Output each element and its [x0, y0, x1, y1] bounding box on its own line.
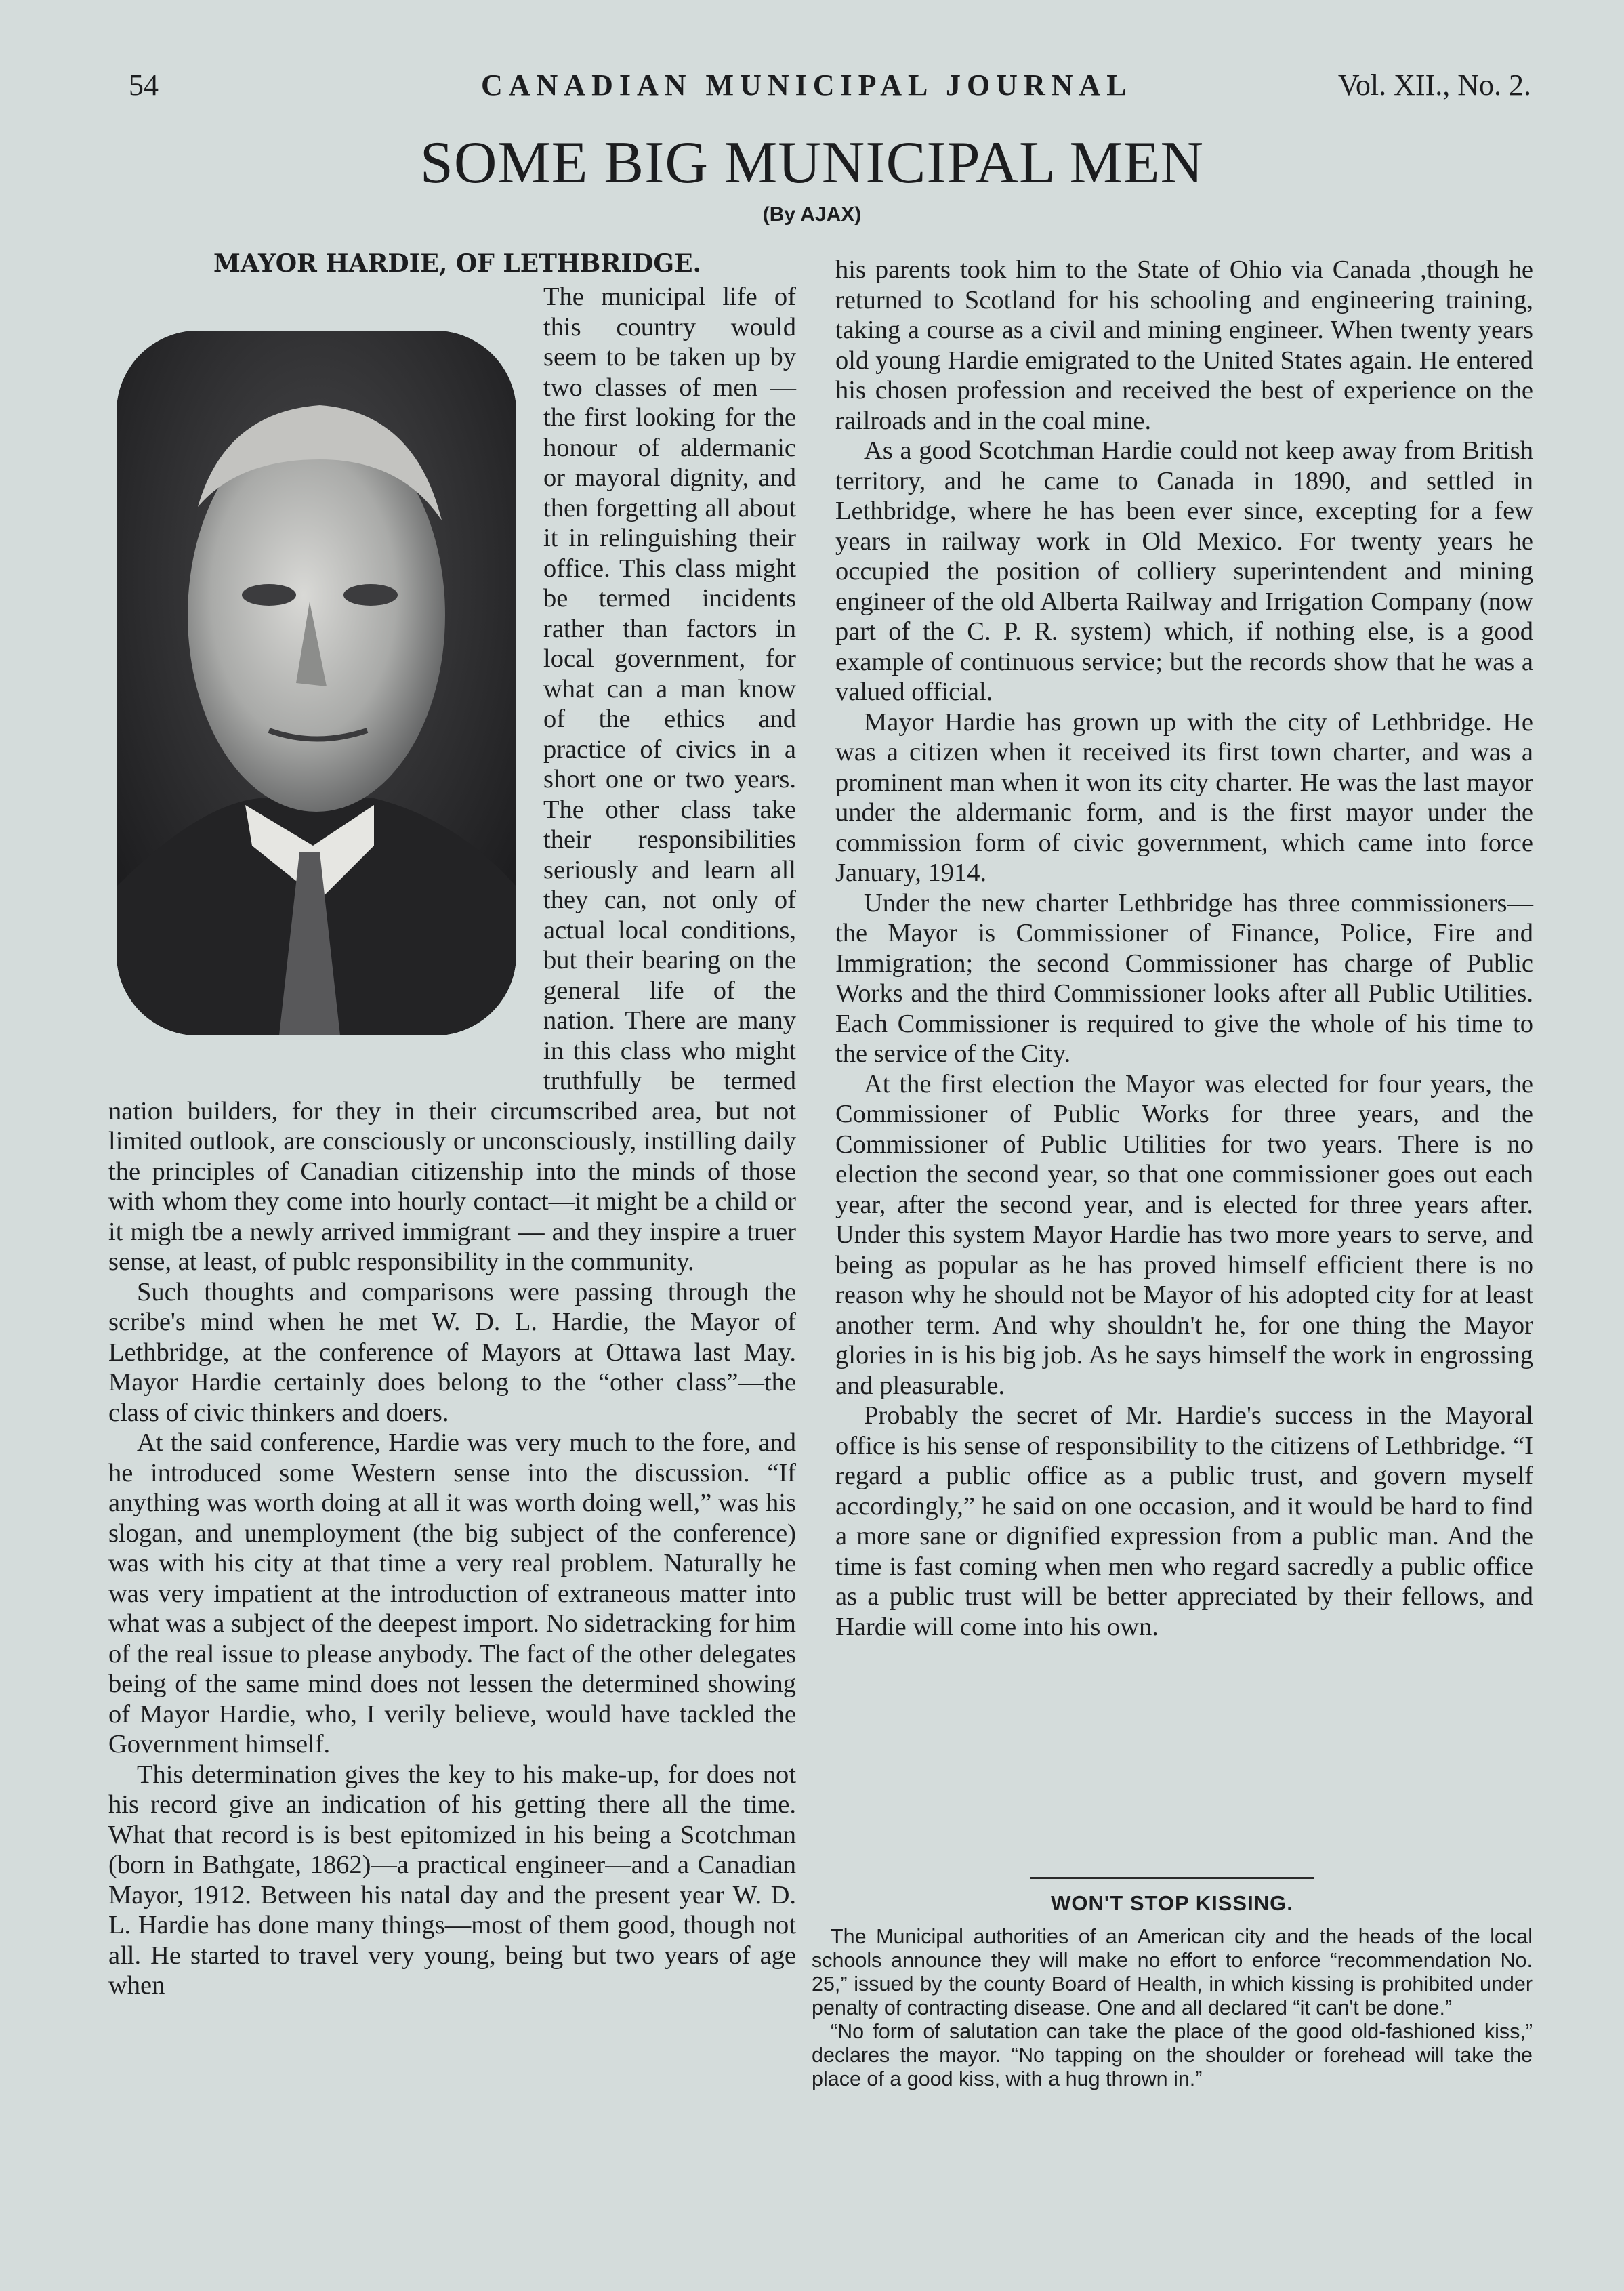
article-byline: (By AJAX) [762, 203, 862, 226]
portrait-frame [108, 317, 528, 1079]
paragraph: As a good Scotchman Hardie could not keep away from British territory, and he came to Canada in 1890, and settled in Lethbridge, where he has been ever since, excepting for a few years in railway work in Old Mexico. For twenty years he occupied the position of colliery superintendent and mining engineer of the old Alberta Railway and Irrigation Company (now part of the C. P. R. system) which, if nothing else, is a good example of continuous service; but the records show that he was a valued official. [835, 436, 1533, 706]
paragraph: his parents took him to the State of Ohio via Canada ,though he returned to Scotland for his schooling and engineering training, taking a course as a civil and mining engineer. When twenty years old young Hardie emigrated to the United States again. He entered his chosen profession and received the best of experience on the railroads and in the coal mine. [835, 255, 1533, 435]
paragraph: Under the new charter Lethbridge has three commissioners—the Mayor is Commissioner of Finance, Police, Fire and Immigration; the second Commissioner has charge of Public Works and the third Commissioner looks after all Public Utilities. Each Commissioner is required to give the whole of his time to the service of the City. [835, 888, 1533, 1068]
sidebar-body [806, 1925, 1538, 2091]
journal-name: CANADIAN MUNICIPAL JOURNAL [481, 68, 1133, 102]
left-column [108, 282, 796, 2001]
paragraph: Such thoughts and comparisons were passing through the scribe's mind when he met W. D. L. Hardie, the Mayor of Lethbridge, at the conference of Mayors at Ottawa last May. Mayor Hardie certainly does belong to the “other class”—the class of civic thinkers and doers. [108, 1277, 796, 1427]
paragraph: At the first election the Mayor was elected for four years, the Commissioner of Public Works for three years, and the Commissioner of Public Utilities for two years. There is no election the second year, so that one commissioner goes out each year, after the second year, and is elected for three years after. Under this system Mayor Hardie has two more years to serve, and being as popular as he has proved himself efficient there is no reason why he should not be Mayor of his adopted city for at least another term. And why shouldn't he, for one thing the Mayor glories in is his big job. As he says himself the work in engrossing and pleasurable. [835, 1069, 1533, 1400]
right-column [835, 255, 1533, 1642]
page-number: 54 [129, 68, 159, 102]
paragraph: The Municipal authorities of an American city and the heads of the local schools announce they will make no effort to enforce “recommendation No. 25,” issued by the county Board of Health, in which kissing is prohibited under penalty of contracting disease. One and all declared “it can't be done.” [812, 1925, 1533, 2019]
sidebar-title: WON'T STOP KISSING. [1051, 1891, 1293, 1915]
mayor-portrait-photo [117, 331, 516, 1035]
paragraph: This determination gives the key to his make-up, for does not his record give an indication of his getting there all the time. What that record is is best epitomized in his being a Scotchman (born in Bathgate, 1862)—a practical engineer—and a Canadian Mayor, 1912. Between his natal day and the present year W. D. L. Hardie has done many things—most of them good, though not all. He started to travel very young, being but two years of age when [108, 1760, 796, 2000]
divider-rule [1030, 1877, 1314, 1879]
article-subhead: MAYOR HARDIE, OF LETHBRIDGE. [213, 249, 702, 278]
paragraph: Probably the secret of Mr. Hardie's success in the Mayoral office is his sense of responsibility to the citizens of Lethbridge. “I regard a public office as a public trust, and govern myself accordingly,” he said on one occasion, and it would be hard to find a more sane or dignified expression from a public man. And the time is fast coming when men who regard sacredly a public office as a public trust will be better appreciated by their fellows, and Hardie will come into his own. [835, 1401, 1533, 1641]
volume-issue: Vol. XII., No. 2. [1337, 68, 1531, 102]
article-title: SOME BIG MUNICIPAL MEN [419, 130, 1205, 196]
paragraph: Mayor Hardie has grown up with the city of Lethbridge. He was a citizen when it received its first town charter, and was a prominent man when it won its city charter. He was the last mayor under the aldermanic form, and is the first mayor under the commission form of civic government, which came into force January, 1914. [835, 707, 1533, 887]
running-head [129, 68, 1531, 115]
paragraph: “No form of salutation can take the place of the good old-fashioned kiss,” declares the mayor. “No tapping on the shoulder or forehead will take the place of a good kiss, with a hug thrown in.” [812, 2020, 1533, 2090]
paragraph: At the said conference, Hardie was very much to the fore, and he introduced some Western sense into the discussion. “If anything was worth doing at all it was worth doing well,” was his slogan, and unemployment (the big subject of the conference) was with his city at that time a very real problem. Naturally he was very impatient at the introduction of extraneous matter into what was a subject of the deepest import. No sidetracking for him of the real issue to please anybody. The fact of the other delegates being of the same mind does not lessen the determined showing of Mayor Hardie, who, I verily believe, would have tackled the Government himself. [108, 1428, 796, 1758]
paragraph: The municipal life of this country would seem to be taken up by two classes of men —the first looking for the honour of aldermanic or mayoral dignity, and then forgetting all about it in relinguishing their office. This class might be termed incidents rather than factors in local government, for what can a man know of the ethics and practice of civics in a short one or two years. The other class take their responsibilities seriously and learn all they can, not only of actual local conditions, but their bearing on the general life of the nation. There are many in this class who might truthfully be termed nation builders, for they in their circumscribed area, but not limited outlook, are consciously or unconsciously, instilling daily the principles of Canadian citizenship into the minds of those with whom they come into hourly contact—it might be a child or it migh tbe a newly arrived immigrant — and they inspire a truer sense, at least, of publc responsibility in the community. [108, 283, 796, 1276]
sidebar-item [806, 1877, 1538, 2091]
